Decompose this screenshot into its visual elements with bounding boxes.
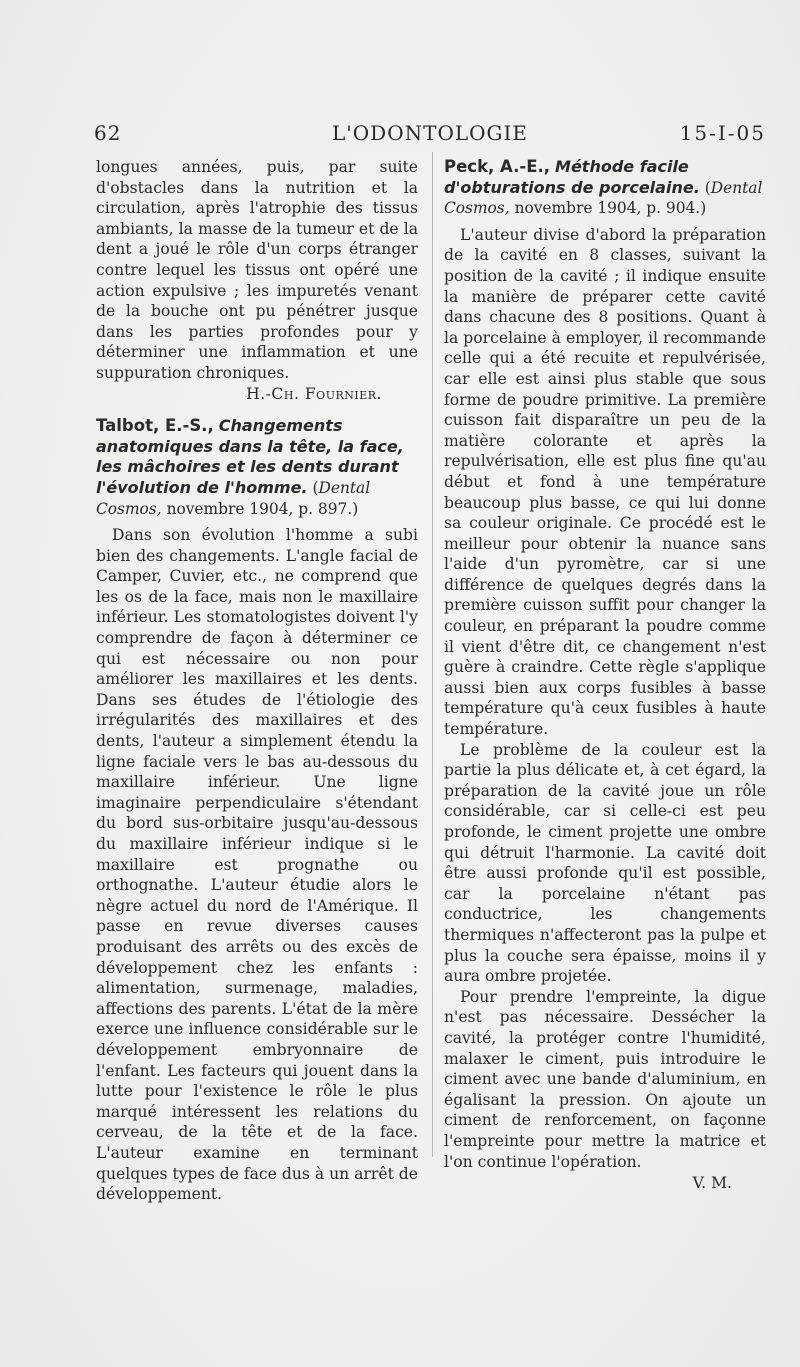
entry-journal: Dental Cosmos, bbox=[96, 478, 371, 518]
entry-source-rest: novembre 1904, p. 904.) bbox=[514, 199, 707, 218]
signature-vm: V. M. bbox=[692, 1174, 732, 1193]
journal-title: L'ODONTOLOGIE bbox=[332, 121, 528, 145]
right-column bbox=[444, 157, 766, 1194]
signature-fournier: H.-Ch. Fournier. bbox=[246, 384, 382, 403]
entry-title: Méthode facile d'obturations de porcelaine. bbox=[444, 157, 700, 197]
entry-heading-talbot bbox=[96, 416, 418, 519]
entry-author: Peck, A.-E., bbox=[444, 157, 551, 176]
entry-heading-peck bbox=[444, 157, 766, 219]
continued-paragraph: longues années, puis, par suite d'obstacles dans la nutrition et la circulation, après l'atrophie des tissus ambiants, la masse de la tumeur et de la dent a joué le rôle d'un corps étranger contre lequel les tissus ont opéré une action expulsive ; les impuretés venant de la bouche ont pu pénétrer jusque dans les parties profondes pour y déterminer une inflammation et une suppuration chroniques. bbox=[96, 158, 418, 382]
left-column bbox=[96, 157, 418, 1205]
entry-author: Talbot, E.-S., bbox=[96, 416, 214, 436]
body-paragraph: Le problème de la couleur est la partie la plus délicate et, à cet égard, la préparation de la cavité joue un rôle considérable, car si celle-ci est peu profonde, le ciment projette une ombre qui détruit l'harmonie. La cavité doit être aussi profonde qu'il est possible, car la porcelaine n'étant pas conductrice, les changements thermiques n'affecteront pas la pulpe et plus la couche sera épaisse, moins il y aura ombre projetée. bbox=[444, 740, 766, 986]
issue-date: 15-I-05 bbox=[679, 121, 766, 145]
entry-source-open: ( bbox=[312, 478, 319, 497]
entry-source-open: ( bbox=[704, 178, 711, 197]
entry-title: Changements anatomiques dans la tête, la face, les mâchoires et les dents durant l'évolution de l'homme. bbox=[96, 416, 404, 497]
body-paragraph: Dans son évolution l'homme a subi bien des changements. L'angle facial de Camper, Cuvier, etc., ne comprend que les os de la face, mais non le maxillaire inférieur. Les stomatologistes doivent l'y comprendre de façon à déterminer ce qui est nécessaire ou non pour améliorer les maxillaires et les dents. Dans ses études de l'étiologie des irrégularités des maxillaires et des dents, l'auteur a simplement étendu la ligne faciale vers le bas au-dessous du maxillaire inférieur. Une ligne imaginaire perpendiculaire s'étendant du bord sus-orbitaire jusqu'au-dessous du maxillaire inférieur indique si le maxillaire est prognathe ou orthognathe. L'auteur étudie alors le nègre actuel du nord de l'Amérique. Il passe en revue diverses causes produisant des arrêts ou des excès de développement chez les enfants : alimentation, surmenage, maladies, affections des parents. L'état de la mère exerce une influence considérable sur le développement embryonnaire de l'enfant. Les facteurs qui jouent dans la lutte pour l'existence le rôle le plus marqué intéressent les relations du cerveau, de la tête et de la face. L'auteur examine en terminant quelques types de face dus à un arrêt de développement. bbox=[96, 526, 419, 1204]
entry-source-rest: novembre 1904, p. 897.) bbox=[166, 499, 359, 518]
body-paragraph: L'auteur divise d'abord la préparation de la cavité en 8 classes, suivant la position de la cavité ; il indique ensuite la manière de préparer cette cavité dans chacune des 8 positions. Quant à la porcelaine à employer, il recommande celle qui a été recuite et repulvérisée, car elle est ainsi plus stable que sous forme de poudre primitive. La première cuisson fait disparaître un peu de la matière colorante et après la repulvérisation, elle est plus fine qu'au début et fond à une température beaucoup plus basse, ce qui lui donne sa couleur originale. Ce procédé est le meilleur pour obtenir la nuance sans l'aide d'un pyromètre, car si une différence de quelques degrés dans la première cuisson suffit pour changer la couleur, en préparant la poudre comme il vient d'être dit, ce changement n'est guère à craindre. Cette règle s'applique aussi bien aux corps fusibles à basse température qu'à ceux fusibles à haute température. bbox=[444, 225, 766, 739]
column-divider bbox=[432, 152, 433, 1157]
body-paragraph: Pour prendre l'empreinte, la digue n'est pas nécessaire. Dessécher la cavité, la protéger contre l'humidité, malaxer le ciment, puis introduire le ciment avec une bande d'aluminium, en égalisant la pression. On ajoute un ciment de renforcement, on façonne l'empreinte pour mettre la matrice et l'on continue l'opération. bbox=[444, 987, 766, 1171]
page-number: 62 bbox=[94, 121, 122, 145]
entry-journal: Dental Cosmos, bbox=[444, 178, 763, 218]
running-header bbox=[94, 121, 766, 149]
